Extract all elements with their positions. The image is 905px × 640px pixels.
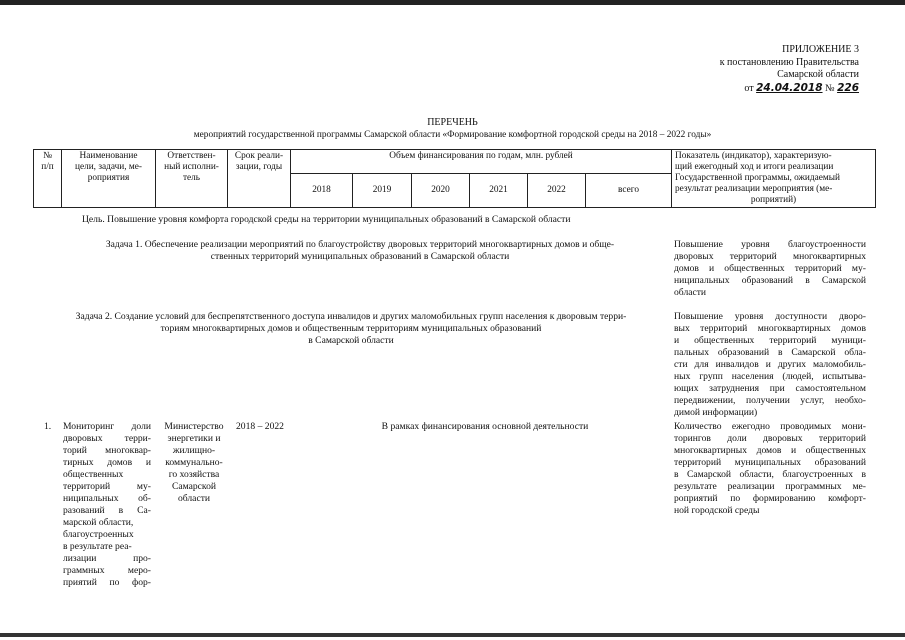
item-1-term: 2018 – 2022 [236, 421, 284, 432]
task-2-text: Задача 2. Создание условий для беспрепятственного доступа инвалидов и других маломобильных групп населения к дворовым терри- ториям многоквартирных домов и общественным территориям муниципальных образований в Самарской области [75, 311, 627, 346]
document-subtitle: мероприятий государственной программы Самарской области «Формирование комфортной городской среды на 2018 – 2022 годы» [193, 130, 712, 140]
handwritten-date: 24.04.2018 [756, 81, 823, 94]
header-name: Наименование цели, задачи, ме- роприятия [62, 150, 156, 208]
appendix-resolution: к постановлению Правительства [719, 56, 859, 68]
header-year-2020: 2020 [412, 173, 470, 207]
appendix-block [619, 44, 859, 95]
header-number: № п/п [34, 150, 62, 208]
task-2-indicator: Повышение уровня доступности дворо- вых территорий многоквартирных домов и общественных территорий муници- пальных образований в Самарской обла- сти для инвалидов и других маломобиль- ных групп населения (людей, испытыва- ющих затруднения при самостоятельном передвижении, получении услуг, необхо- димой информации) [674, 311, 866, 418]
header-indicator: Показатель (индикатор), характеризую- щий ежегодный ход и итоги реализации Государственной программы, ожидаемый результат реализации мероприятия (ме- роприятий) [672, 150, 876, 208]
handwritten-number: 226 [837, 81, 859, 94]
item-1-name: Мониторинг доли дворовых терри- торий многоквар- тирных домов и общественных территорий му- ниципальных об- разований в Са- марской области, благоустроенных в результате реа- лизации про- граммных меро- приятий по фор- [63, 421, 151, 588]
header-year-2021: 2021 [470, 173, 528, 207]
header-total: всего [586, 173, 672, 207]
item-1-indicator: Количество ежегодно проводимых мони- торингов доли дворовых территорий многоквартирных домов и общественных территорий муниципальных образований в Самарской области, благоустроенных в результате реализации программных ме- роприятий по формированию комфорт- ной городской среды [674, 421, 866, 516]
appendix-region: Самарской области [777, 69, 859, 80]
header-year-2022: 2022 [528, 173, 586, 207]
scan-edge-bottom [0, 633, 905, 637]
activities-table [33, 149, 876, 208]
scan-edge-top [0, 0, 905, 5]
appendix-title: ПРИЛОЖЕНИЕ 3 [782, 44, 859, 55]
item-1-number: 1. [44, 421, 52, 432]
header-term: Срок реали- зации, годы [228, 150, 291, 208]
header-year-2018: 2018 [291, 173, 353, 207]
goal-text: Цель. Повышение уровня комфорта городской среды на территории муниципальных образований в Самарской области [82, 214, 571, 225]
number-prefix: № [822, 82, 838, 94]
header-year-2019: 2019 [353, 173, 412, 207]
header-responsible: Ответствен- ный исполни- тель [156, 150, 228, 208]
table-header-row [34, 150, 876, 174]
item-1-responsible: Министерство энергетики и жилищно- коммунально- го хозяйства Самарской области [164, 421, 224, 504]
appendix-date-line [619, 82, 859, 96]
header-financing: Объем финансирования по годам, млн. рублей [291, 150, 672, 174]
document-title: ПЕРЕЧЕНЬ [427, 117, 478, 128]
task-1-text: Задача 1. Обеспечение реализации мероприятий по благоустройству дворовых территорий многоквартирных домов и обще- ственных территорий муниципальных образований в Самарской области [105, 239, 615, 262]
item-1-financing: В рамках финансирования основной деятельности [381, 421, 589, 432]
date-prefix: от [744, 82, 757, 94]
task-1-indicator: Повышение уровня благоустроенности дворовых территорий многоквартирных домов и общественных территорий му- ниципальных образований в Самарской области [674, 239, 866, 298]
